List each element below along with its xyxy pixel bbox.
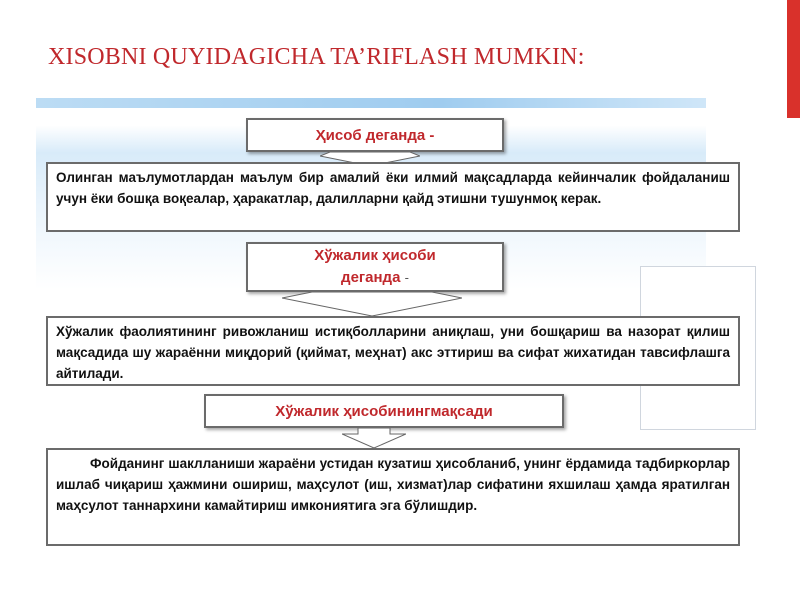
down-arrow-icon (282, 292, 462, 316)
accent-bar (787, 0, 800, 118)
heading-hisob-text: Ҳисоб деганда - (315, 126, 435, 144)
heading-khuzhalik-line1: Хўжалик ҳисоби (314, 247, 436, 264)
heading-maqsadi-text: Хўжалик ҳисобинингмақсади (275, 402, 493, 420)
text-box-hisob: Олинган маълумотлардан маълум бир амалий ёки илмий мақсадларда кейинчалик фойдаланиш учун ёки бошқа воқеалар, ҳаракатлар, далилларни қайд этишни тушунмоқ керак. (46, 162, 740, 232)
panel-stripe (36, 98, 706, 108)
slide-title: XISOBNI QUYIDAGICHA TA’RIFLASH MUMKIN: (48, 44, 585, 70)
down-arrow-icon (342, 428, 406, 448)
heading-box-khuzhalik-hisobi (246, 242, 504, 292)
text-box-khuzhalik-hisobi: Хўжалик фаолиятининг ривожланиш истиқболларини аниқлаш, уни бошқариш ва назорат қилиш мақсадида шу жараённи миқдорий (қиймат, меҳнат) акс эттириш ва сифат жихатидан тавсифлашга айтилади. (46, 316, 740, 386)
heading-box-maqsadi (204, 394, 564, 428)
heading-box-hisob (246, 118, 504, 152)
text-box-maqsadi: Фойданинг шаклланиши жараёни устидан кузатиш ҳисобланиб, унинг ёрдамида тадбиркорлар ишлаб чиқариш ҳажмини ошириш, маҳсулот (иш, хизмат)лар сифатини яхшилаш ҳамда яратилган маҳсулот таннархини камайтириш имкониятига эга бўлишдир. (46, 448, 740, 546)
heading-khuzhalik-suffix: - (404, 270, 409, 285)
heading-khuzhalik-line2: деганда (341, 269, 401, 286)
